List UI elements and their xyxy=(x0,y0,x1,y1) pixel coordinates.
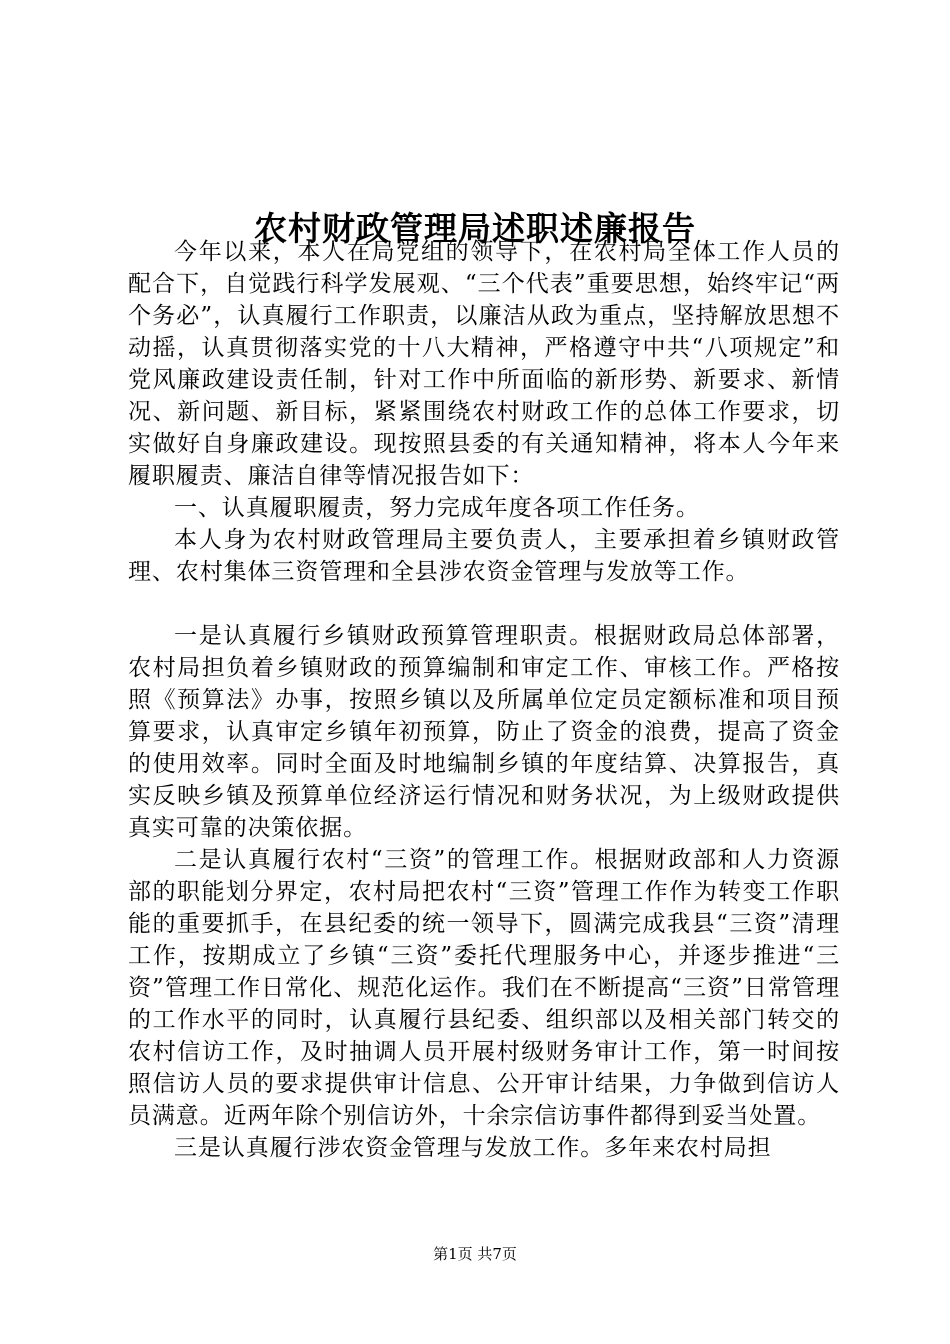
paragraph-item-1: 一是认真履行乡镇财政预算管理职责。根据财政局总体部署，农村局担负着乡镇财政的预算编制和审定工作、审核工作。严格按照《预算法》办事，按照乡镇以及所属单位定员定额标准和项目预算要求，认真审定乡镇年初预算，防止了资金的浪费，提高了资金的使用效率。同时全面及时地编制乡镇的年度结算、决算报告，真实反映乡镇及预算单位经济运行情况和财务状况，为上级财政提供真实可靠的决策依据。 xyxy=(128,623,840,841)
paragraph-item-2: 二是认真履行农村“三资”的管理工作。根据财政部和人力资源部的职能划分界定，农村局把农村“三资”管理工作作为转变工作职能的重要抓手，在县纪委的统一领导下，圆满完成我县“三资”清理工作，按期成立了乡镇“三资”委托代理服务中心，并逐步推进“三资”管理工作日常化、规范化运作。我们在不断提高“三资”日常管理的工作水平的同时，认真履行县纪委、组织部以及相关部门转交的农村信访工作，及时抽调人员开展村级财务审计工作，第一时间按照信访人员的要求提供审计信息、公开审计结果，力争做到信访人员满意。近两年除个别信访外，十余宗信访事件都得到妥当处置。 xyxy=(128,847,840,1129)
paragraph-item-3: 三是认真履行涉农资金管理与发放工作。多年来农村局担 xyxy=(174,1135,772,1161)
page-number-footer: 第1页 共7页 xyxy=(433,1245,517,1263)
document-body xyxy=(128,236,840,1164)
document-title: 农村财政管理局述职述廉报告 xyxy=(254,209,696,249)
section-heading-1: 一、认真履职履责，努力完成年度各项工作任务。 xyxy=(174,495,700,521)
paragraph-intro: 今年以来，本人在局党组的领导下，在农村局全体工作人员的配合下，自觉践行科学发展观、“三个代表”重要思想，始终牢记“两个务必”，认真履行工作职责，以廉洁从政为重点，坚持解放思想不动摇，认真贯彻落实党的十八大精神，严格遵守中共“八项规定”和党风廉政建设责任制，针对工作中所面临的新形势、新要求、新情况、新问题、新目标，紧紧围绕农村财政工作的总体工作要求，切实做好自身廉政建设。现按照县委的有关通知精神，将本人今年来履职履责、廉洁自律等情况报告如下： xyxy=(128,239,840,489)
paragraph-responsibilities: 本人身为农村财政管理局主要负责人，主要承担着乡镇财政管理、农村集体三资管理和全县涉农资金管理与发放等工作。 xyxy=(128,527,840,585)
